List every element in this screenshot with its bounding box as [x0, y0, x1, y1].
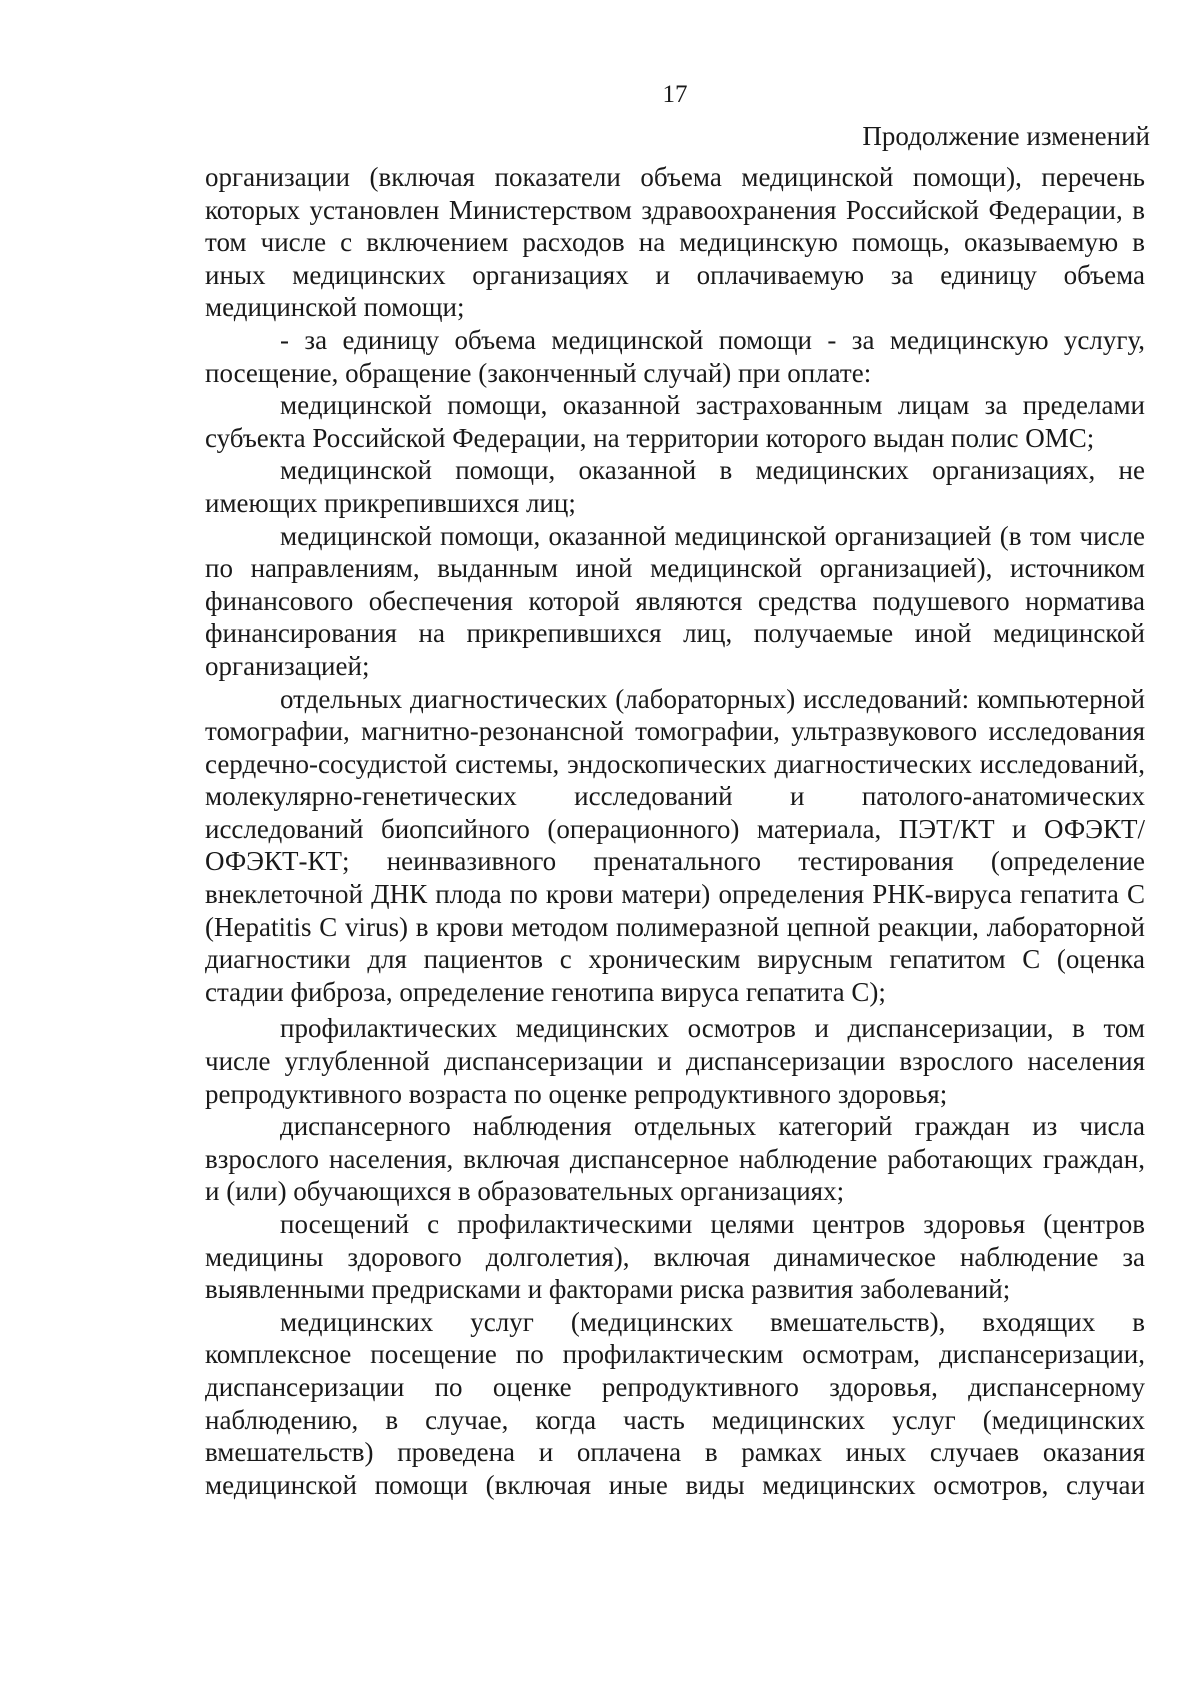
paragraph: медицинской помощи, оказанной застрахованным лицам за пределами субъекта Российской Федерации, на территории которого выдан полис ОМС;	[205, 390, 1145, 453]
paragraph: медицинской помощи, оказанной в медицинских организациях, не имеющих прикрепившихся лиц;	[205, 455, 1145, 518]
paragraph: медицинской помощи, оказанной медицинской организацией (в том числе по направлениям, выданным иной медицинской организацией), источником финансового обеспечения которой являются средства подушевого норматива финансирования на прикрепившихся лиц, получаемые иной медицинской организацией;	[205, 520, 1145, 681]
paragraph: отдельных диагностических (лабораторных) исследований: компьютерной томографии, магнитно-резонансной томографии, ультразвукового исследования сердечно-сосудистой системы, эндоскопических диагностических исследований, молекулярно-генетических исследований и патолого-анатомических исследований биопсийного (операционного) материала, ПЭТ/КТ и ОФЭКТ/ОФЭКТ-КТ; неинвазивного пренатального тестирования (определение внеклеточной ДНК плода по крови матери) определения РНК-вируса гепатита С (Hepatitis С virus) в крови методом полимеразной цепной реакции, лабораторной диагностики для пациентов с хроническим вирусным гепатитом С (оценка стадии фиброза, определение генотипа вируса гепатита С);	[205, 683, 1145, 1007]
paragraph: медицинских услуг (медицинских вмешательств), входящих в комплексное посещение по профилактическим осмотрам, диспансеризации, диспансеризации по оценке репродуктивного здоровья, диспансерному наблюдению, в случае, когда часть медицинских услуг (медицинских вмешательств) проведена и оплачена в рамках иных случаев оказания медицинской помощи (включая иные виды медицинских осмотров, случаи	[205, 1306, 1145, 1500]
paragraph: диспансерного наблюдения отдельных категорий граждан из числа взрослого населения, включая диспансерное наблюдение работающих граждан, и (или) обучающихся в образовательных организациях;	[205, 1111, 1145, 1207]
page-number: 17	[662, 81, 688, 108]
paragraph: посещений с профилактическими целями центров здоровья (центров медицины здорового долголетия), включая динамическое наблюдение за выявленными предрисками и факторами риска развития заболеваний;	[205, 1209, 1145, 1305]
paragraph: организации (включая показатели объема медицинской помощи), перечень которых установлен Министерством здравоохранения Российской Федерации, в том числе с включением расходов на медицинскую помощь, оказываемую в иных медицинских организациях и оплачиваемую за единицу объема медицинской помощи;	[205, 162, 1145, 323]
continuation-note: Продолжение изменений	[862, 121, 1150, 151]
paragraph: - за единицу объема медицинской помощи - за медицинскую услугу, посещение, обращение (законченный случай) при оплате:	[205, 324, 1145, 388]
body-text	[205, 161, 1145, 1501]
paragraph: профилактических медицинских осмотров и диспансеризации, в том числе углубленной диспансеризации и диспансеризации взрослого населения репродуктивного возраста по оценке репродуктивного здоровья;	[205, 1013, 1145, 1109]
